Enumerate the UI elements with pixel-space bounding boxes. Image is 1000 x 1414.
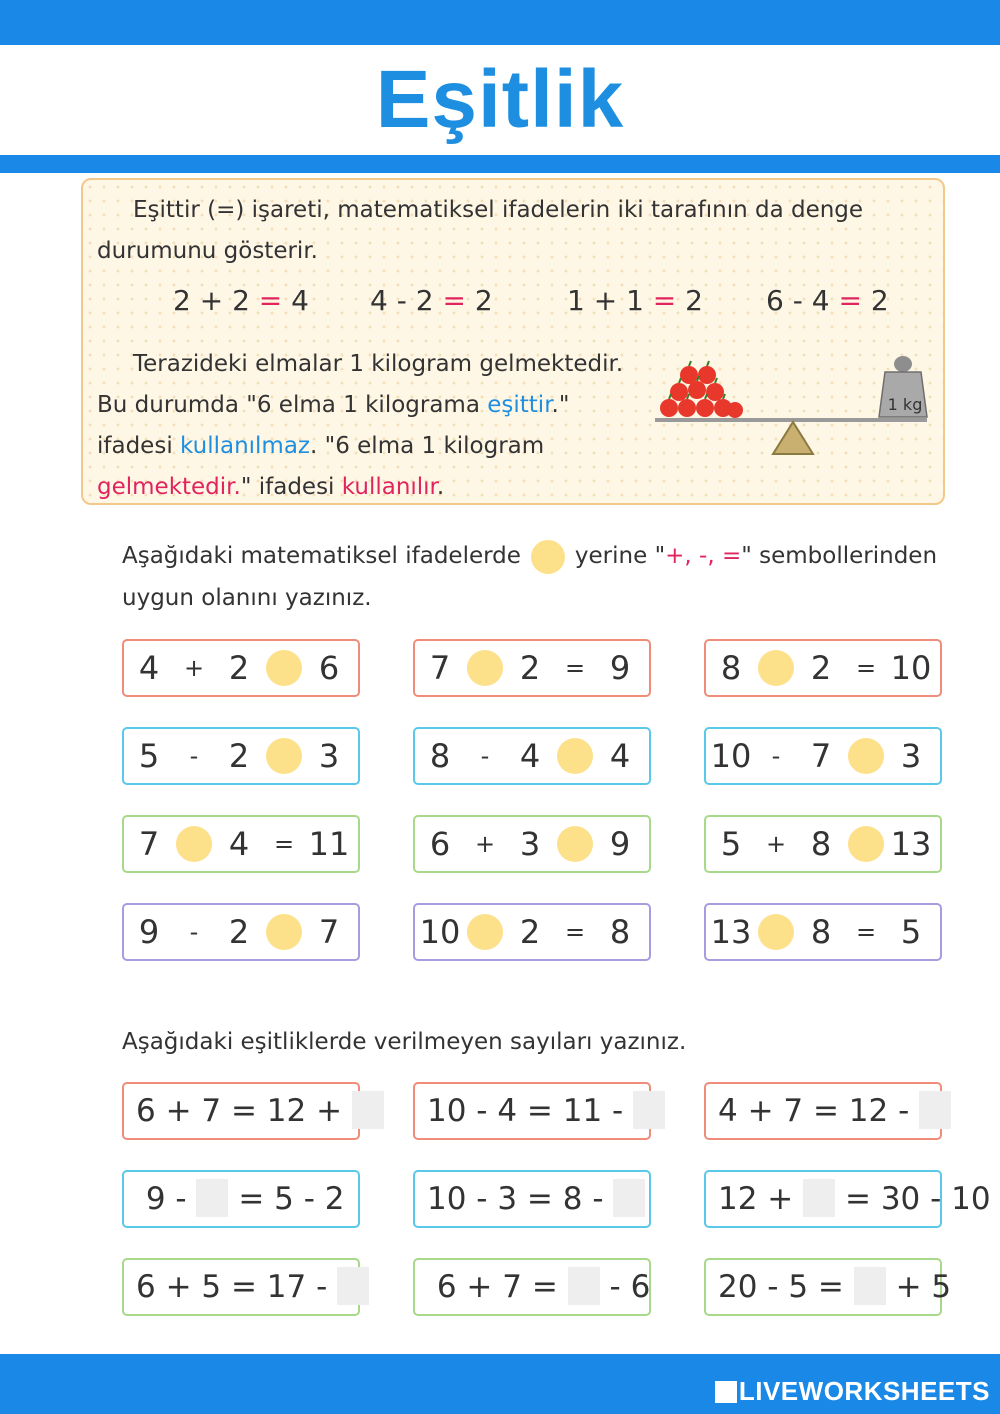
number: 3 [318,737,340,775]
number: 6 [429,825,451,863]
highlight-pink: gelmektedir. [97,474,241,500]
page-title: Eşitlik [375,54,625,145]
number: 4 [228,825,250,863]
scale-beam [655,418,927,422]
answer-circle-input[interactable] [467,650,503,686]
weight-label: 1 kg [887,395,923,414]
answer-circle-input[interactable] [176,826,212,862]
number: 2 [228,913,250,951]
example-equation [370,284,493,317]
equation-text: = 5 - 2 [228,1181,345,1217]
answer-input[interactable] [919,1091,951,1129]
number: 7 [138,825,160,863]
operator: - [189,742,199,770]
symbol-exercise-card [413,639,651,697]
number: 3 [900,737,922,775]
number: 10 [890,649,932,687]
answer-circle-input[interactable] [266,738,302,774]
symbol-exercise-card [704,815,942,873]
number: 2 [228,649,250,687]
operator: - [771,742,781,770]
number: 9 [609,825,631,863]
eq-right: 2 [685,284,703,317]
operator: - [480,742,490,770]
answer-circle-input[interactable] [758,914,794,950]
number: 3 [519,825,541,863]
yellow-circle-icon [531,540,565,574]
equation-text: 4 + 7 = 12 - [718,1093,920,1129]
highlight-blue: kullanılmaz [180,433,311,459]
info-text: ." ifadesi [97,392,570,459]
symbol-exercise-card [704,903,942,961]
highlight-blue: eşittir [487,392,552,418]
operator: = [855,654,877,682]
equation-text: 10 - 3 = 8 - [427,1181,614,1217]
number: 7 [810,737,832,775]
equation-text: 12 + [718,1181,804,1217]
number: 2 [519,913,541,951]
number: 7 [429,649,451,687]
symbol-exercise-card [122,727,360,785]
symbols-list: +, -, = [665,543,742,569]
missing-number-card [122,1258,360,1316]
answer-circle-input[interactable] [557,826,593,862]
eq-sign: = [652,284,677,317]
eq-left: 4 - 2 [370,284,434,317]
missing-number-card [704,1258,952,1316]
number: 13 [890,825,932,863]
equation-text: = 30 - 10 [835,1181,991,1217]
equation-text: - 6 [599,1269,651,1305]
number: 6 [318,649,340,687]
answer-input[interactable] [337,1267,369,1305]
instruction-text: yerine " [574,543,666,569]
number: 5 [900,913,922,951]
number: 8 [810,825,832,863]
number: 10 [710,737,752,775]
operator: + [474,830,496,858]
title-underline-bar [0,155,1000,173]
equation [124,1172,358,1226]
answer-circle-input[interactable] [266,650,302,686]
missing-number-card [704,1082,942,1140]
info-text: " ifadesi [240,474,342,500]
info-paragraph-2 [97,344,627,508]
info-box [81,178,945,505]
instruction-text: Aşağıdaki matematiksel ifadelerde [122,543,521,569]
number: 8 [429,737,451,775]
equation [706,1172,991,1226]
example-equation [567,284,703,317]
number: 4 [609,737,631,775]
answer-input[interactable] [633,1091,665,1129]
scale-fulcrum [773,422,813,454]
number: 4 [138,649,160,687]
answer-circle-input[interactable] [557,738,593,774]
number: 8 [810,913,832,951]
operator: + [183,654,205,682]
symbol-exercise-card [122,903,360,961]
answer-circle-input[interactable] [266,914,302,950]
operator: = [273,830,295,858]
missing-number-card [122,1082,360,1140]
missing-number-card [122,1170,360,1228]
equation [124,1260,358,1314]
symbol-exercise-card [122,815,360,873]
number: 7 [318,913,340,951]
answer-input[interactable] [854,1267,886,1305]
equation [415,1084,649,1138]
eq-right: 4 [291,284,309,317]
answer-input[interactable] [352,1091,384,1129]
equation [706,1084,940,1138]
answer-circle-input[interactable] [467,914,503,950]
info-paragraph-1 [97,190,933,272]
equation [415,1260,649,1314]
symbol-exercise-card [413,815,651,873]
number: 2 [810,649,832,687]
missing-number-card [413,1082,651,1140]
logo-icon [715,1381,737,1403]
symbol-exercise-card [122,639,360,697]
highlight-pink: kullanılır [341,474,437,500]
number: 9 [609,649,631,687]
number: 5 [720,825,742,863]
number: 2 [228,737,250,775]
missing-number-card [413,1258,651,1316]
eq-left: 1 + 1 [567,284,644,317]
equation-text: 6 + 7 = 12 + [136,1093,352,1129]
apples-icon [660,361,743,418]
section1-instruction [122,535,952,619]
answer-circle-input[interactable] [848,738,884,774]
operator: + [765,830,787,858]
equation-text: 20 - 5 = [718,1269,854,1305]
number: 9 [138,913,160,951]
equation-text: 6 + 7 = [427,1269,568,1305]
info-text: Terazideki elmalar 1 kilogram gelmektedir. Bu durumda "6 elma 1 kilograma [97,351,624,418]
number: 5 [138,737,160,775]
answer-input[interactable] [196,1179,228,1217]
operator: = [564,654,586,682]
operator: = [564,918,586,946]
missing-number-card [413,1170,651,1228]
logo-text: LIVEWORKSHEETS [738,1376,990,1406]
equation-text: 9 - [136,1181,197,1217]
number: 13 [710,913,752,951]
example-equation [173,284,309,317]
equation [124,1084,358,1138]
number: 8 [720,649,742,687]
answer-input[interactable] [613,1179,645,1217]
eq-sign: = [838,284,862,317]
eq-sign: = [258,284,283,317]
eq-right: 2 [870,284,889,317]
answer-circle-input[interactable] [848,826,884,862]
example-equations [83,284,943,324]
top-blue-bar [0,0,1000,45]
info-text-1: Eşittir (=) işareti, matematiksel ifadelerin iki tarafının da denge durumunu gösterir. [97,197,864,264]
section2-instruction: Aşağıdaki eşitliklerde verilmeyen sayıları yazınız. [122,1029,687,1055]
number: 11 [308,825,350,863]
equation [415,1172,649,1226]
answer-circle-input[interactable] [758,650,794,686]
equation [706,1260,952,1314]
symbol-exercise-card [704,639,942,697]
missing-number-card [704,1170,991,1228]
equation-text: 6 + 5 = 17 - [136,1269,338,1305]
operator: - [189,918,199,946]
equation-text: 10 - 4 = 11 - [427,1093,634,1129]
number: 10 [419,913,461,951]
operator: = [855,918,877,946]
answer-input[interactable] [568,1267,600,1305]
eq-right: 2 [474,284,493,317]
eq-sign: = [442,284,466,317]
symbol-exercise-card [413,727,651,785]
info-text: . [436,474,445,500]
answer-input[interactable] [803,1179,835,1217]
number: 4 [519,737,541,775]
equation-text: + 5 [885,1269,952,1305]
number: 8 [609,913,631,951]
example-equation [766,284,889,317]
symbol-exercise-card [704,727,942,785]
symbol-exercise-card [413,903,651,961]
eq-left: 6 - 4 [766,284,830,317]
number: 2 [519,649,541,687]
info-text: . "6 elma 1 kilogram [310,433,545,459]
liveworksheets-logo [715,1376,990,1407]
instruction-text: " sembollerinden uygun olanını yazınız. [122,543,938,611]
eq-left: 2 + 2 [173,284,250,317]
